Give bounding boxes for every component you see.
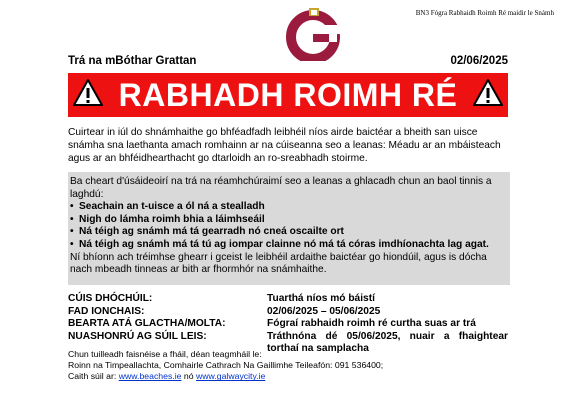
info-value: Fógraí rabhaidh roimh ré curtha suas ar trá [267,318,476,329]
advice-list [70,201,508,251]
advice-item: • Ná téigh ag snámh má tá tú ag iompar clainne nó má tá córas imdhíonachta lag agat. [70,239,508,252]
council-logo [282,7,344,61]
info-row [68,306,508,319]
info-value: Tráthnóna dé 05/06/2025, nuair a fhaightear torthaí na samplacha [267,330,508,354]
info-value: Tuarthá níos mó báistí [267,293,375,304]
advice-closing: Ní bhíonn ach tréimhse ghearr i gceist le leibhéil ardaithe baictéar go hiondúil, agus is dócha nach mbeadh tinneas ar bith ar fhormhór na snámhaithe. [70,251,487,276]
contact-footer [68,349,508,383]
banner-title: RABHADH ROIMH RÉ [118,77,458,113]
advice-item: • Nigh do lámha roimh bhia a láimhseáil [70,214,508,227]
notice-date: 02/06/2025 [450,55,508,67]
advice-lead: Ba cheart d'úsáideoirí na trá na réamhchúraimí seo a leanas a ghlacadh chun an baol tinnis a laghdú: [70,176,492,200]
info-key: NUASHONRÚ AG SÚIL LEIS: [68,330,207,342]
footer-separator: nó [181,371,196,382]
galwaycity-link[interactable]: www.galwaycity.ie [195,371,266,382]
intro-paragraph: Cuirtear in iúl do shnámhaithe go bhféadfadh leibhéil níos airde baictéar a bheith san uisce snámha sna laethanta amach romhainn ar na cúiseanna seo a leanas: Méadu ar an mbáisteach agus ar an bhféidhearthacht go dtarloidh an ro-sreabhadh stoirme. [68,127,501,164]
notice-header [68,55,508,69]
info-key: FAD IONCHAIS: [68,305,145,317]
beach-name: Trá na mBóthar Grattan [68,55,197,67]
info-key: BEARTA ATÁ GLACTHA/MOLTA: [68,318,226,329]
warning-icon [473,78,503,108]
footer-line: Chun tuilleadh faisnéise a fháil, déan teagmháil le: [68,349,262,359]
footer-prefix: Caith súil ar: [68,371,119,382]
info-table [68,293,508,356]
info-row [68,318,508,331]
document-reference: BN3 Fógra Rabhaidh Roimh Ré maidir le Snámh [415,9,554,17]
footer-line: Roinn na Timpeallachta, Comhairle Cathrach Na Gaillimhe Teileafón: 091 536400; [68,360,384,371]
warning-banner [68,73,508,117]
info-row [68,293,508,306]
advice-box [68,172,510,285]
footer-links-line [68,371,508,382]
advice-item: • Seachain an t-uisce a ól ná a stealladh [70,201,508,214]
advice-item: • Ná téigh ag snámh má tá gearradh nó cneá oscailte ort [70,226,508,239]
beaches-link[interactable]: www.beaches.ie [118,371,182,382]
info-key: CÚIS DHÓCHÚIL: [68,293,153,304]
info-value: 02/06/2025 – 05/06/2025 [267,305,381,317]
